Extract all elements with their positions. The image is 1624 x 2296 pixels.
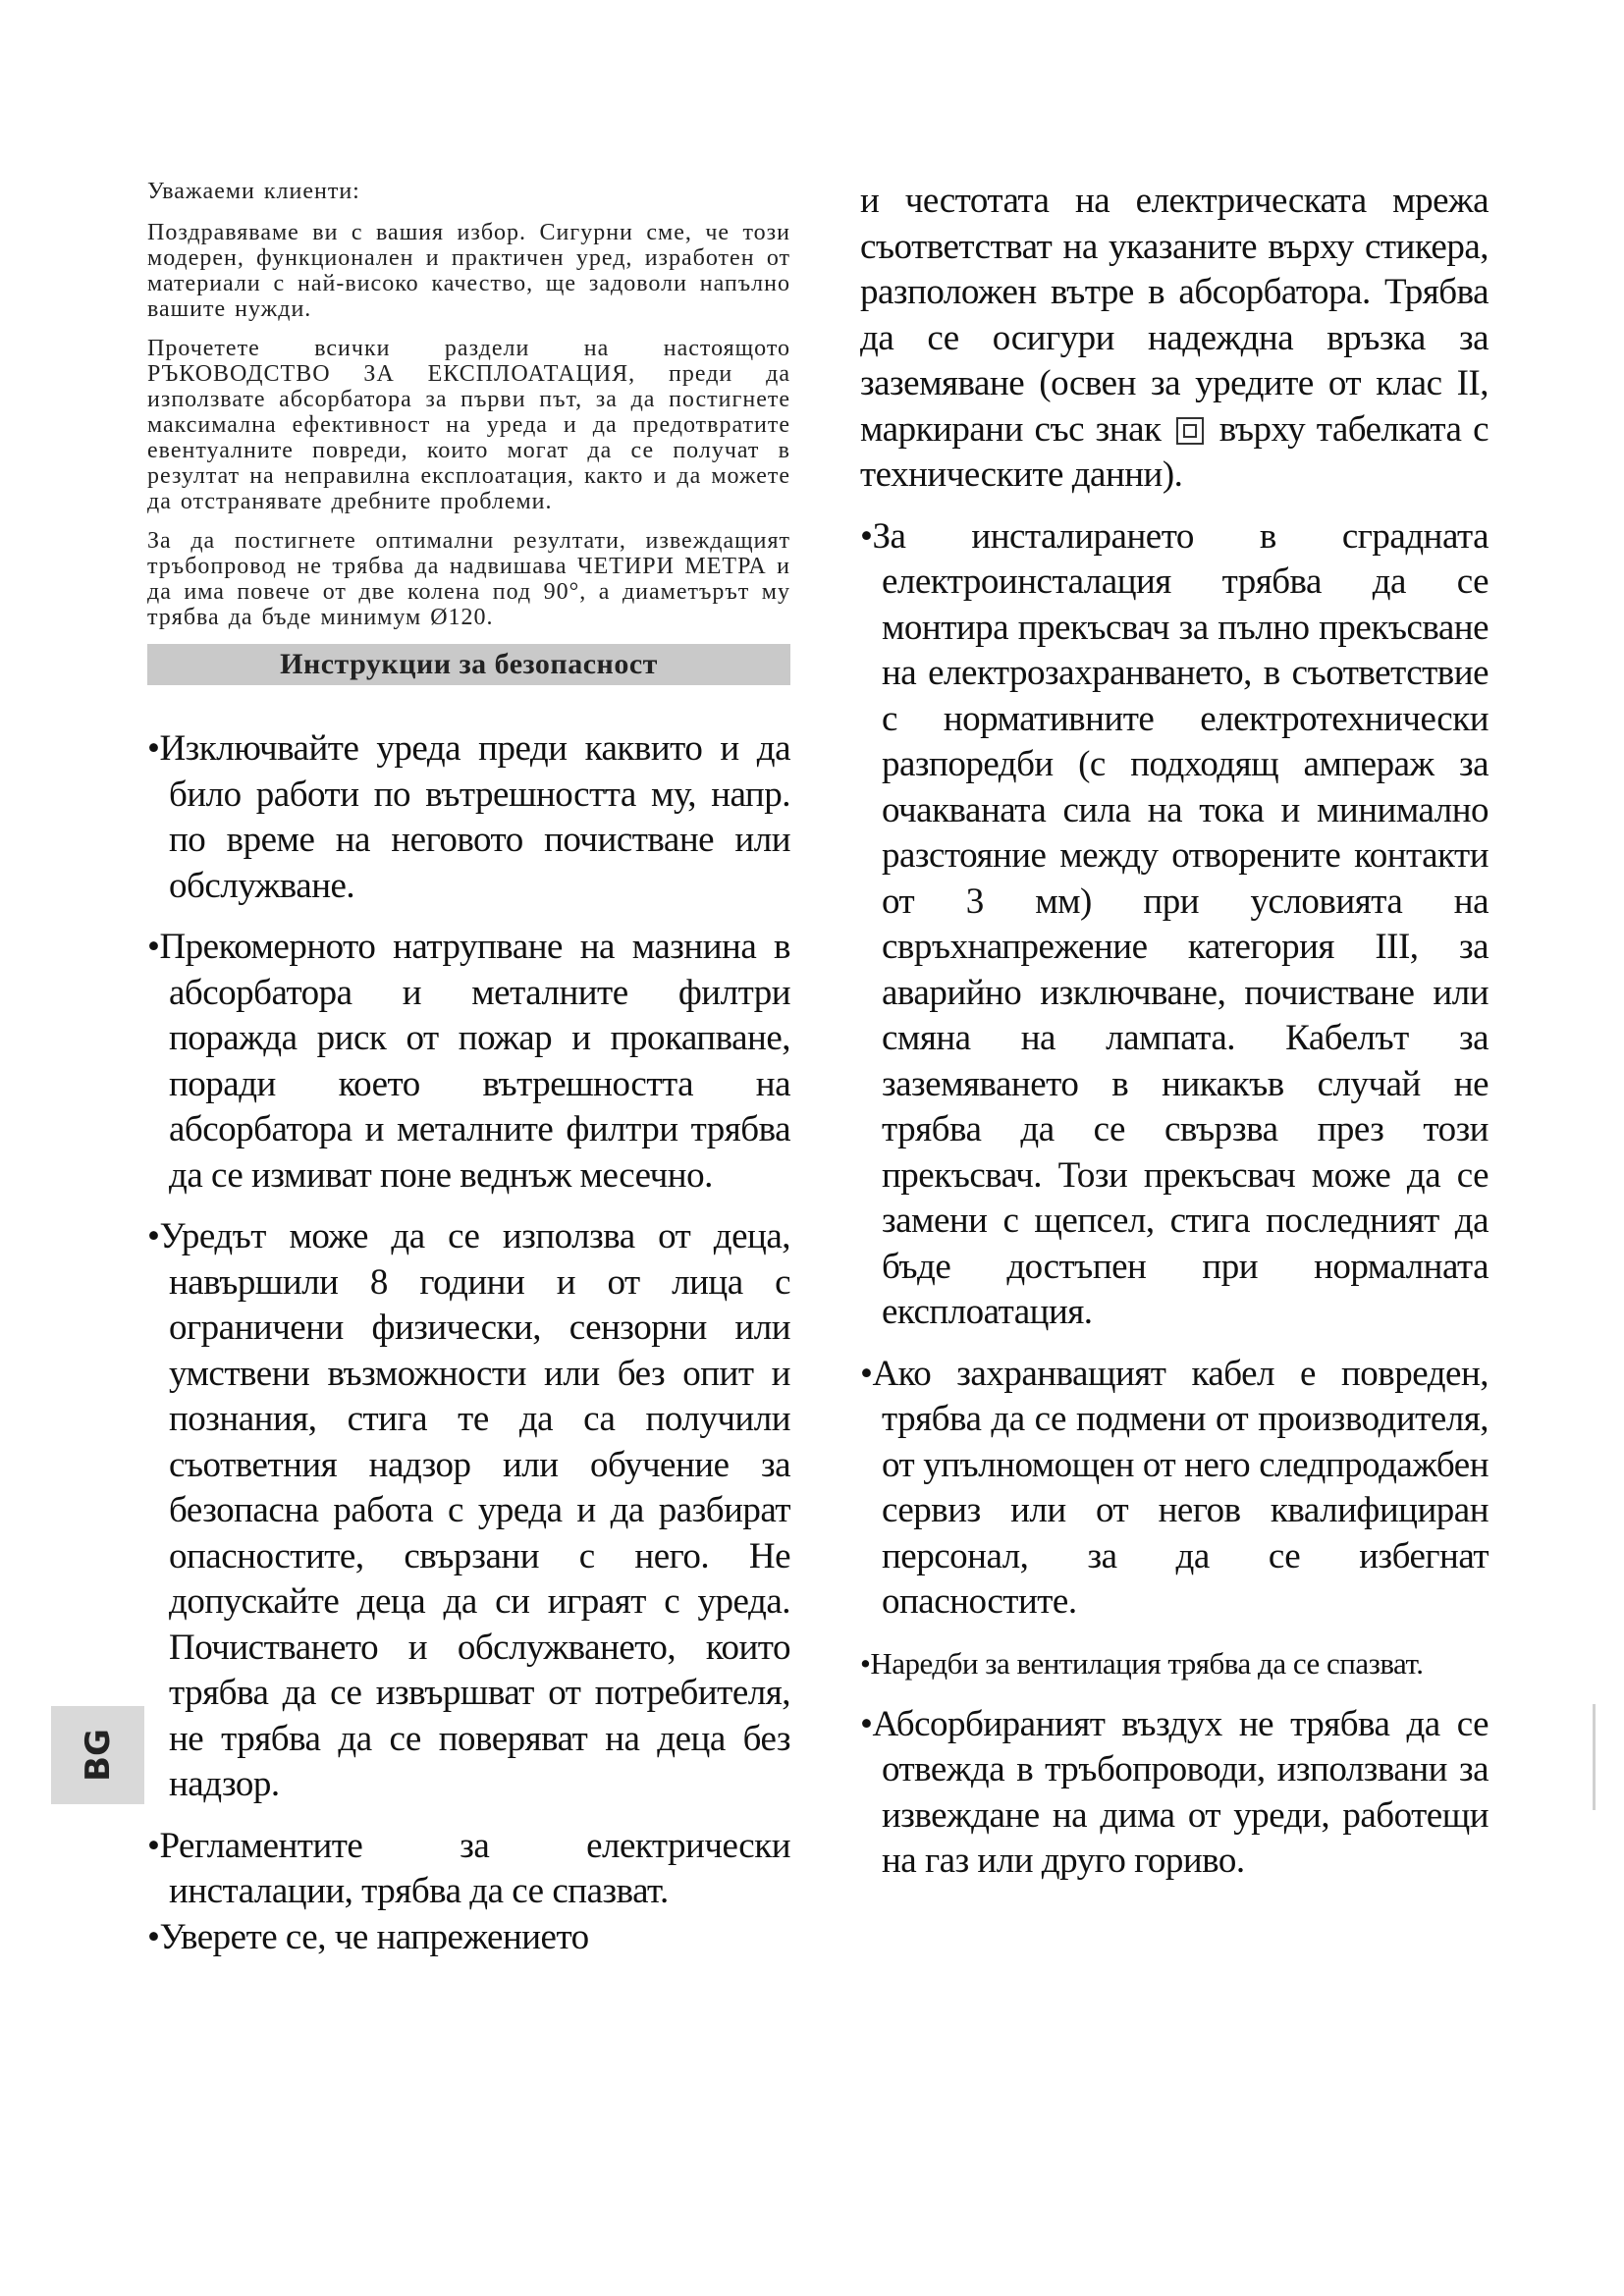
intro-paragraph: Поздравяваме ви с вашия избор. Сигурни сме, че този модерен, функционален и практичен уред, изработен от материали с най-високо качество, ще задоволи напълно вашите нужди. [147,220,790,322]
left-column [147,179,790,1960]
safety-bullet: •Регламентите за електрически инсталации, трябва да се спазват. [147,1825,790,1911]
safety-bullet: •Наредби за вентилация трябва да се спазват. [860,1645,1424,1681]
safety-bullet: •Ако захранващият кабел е повреден, трябва да се подмени от производителя, от упълномощен от него следпродажбен сервиз или от негов квалифициран персонал, за да се избегнат опасностите. [860,1353,1489,1622]
safety-bullet: •Уверете се, че напрежението [147,1916,589,1957]
safety-bullet: •За инсталирането в сградната електроинсталация трябва да се монтира прекъсвач за пълно прекъсване на електрозахранването, в съответствие с нормативните електротехнически разпоредби (с подходящ ампераж за очакваната сила на тока и минимално разстояние между отворените контакти от 3 мм) при условията на свръхнапрежение категория III, за аварийно изключване, почистване или смяна на лампата. Кабелът за заземяването в никакъв случай не трябва да се свързва през този прекъсвач. Този прекъсвач може да се замени с щепсел, стига последният да бъде достъпен при нормалната експлоатация. [860,515,1489,1332]
salutation: Уважаеми клиенти: [147,179,360,204]
intro-paragraph: За да постигнете оптимални резултати, извеждащият тръбопровод не трябва да надвишава ЧЕТИРИ МЕТРА и да има повече от две колена под 90°, а диаметърът му трябва да бъде минимум Ø120. [147,528,790,630]
safety-instructions-heading [147,644,790,685]
language-code: BG [78,1729,118,1782]
right-column [860,179,1489,1900]
safety-heading-text: Инструкции за безопасност [280,648,658,680]
intro-section [147,179,790,630]
continued-text-part2: върху табелката с техническите данни). [860,408,1489,495]
double-square-icon [1176,417,1204,445]
continued-text-part1: и честотата на електрическата мрежа съответстват на указаните върху стикера, разположен вътре в абсорбатора. Трябва да се осигури надеждна връзка за заземяване (освен за уредите от клас II, маркирани със знак [860,181,1489,450]
intro-paragraph: Прочетете всички раздели на настоящото РЪКОВОДСТВО ЗА ЕКСПЛОАТАЦИЯ, преди да използвате абсорбатора за първи път, за да постигнете максимална ефективност на уреда и да предотвратите евентуалните повреди, които могат да се получат в резултат на неправилна експлоатация, както и да можете да отстранявате дребните проблеми. [147,336,790,514]
safety-bullet: •Изключвайте уреда преди каквито и да било работи по вътрешността му, напр. по време на неговото почистване или обслужване. [147,728,790,906]
continued-paragraph [860,179,1489,499]
safety-bullet: •Прекомерното натрупване на мазнина в абсорбатора и металните филтри поражда риск от пожар и прокапване, поради което вътрешността на абсорбатора и металните филтри трябва да се измиват поне веднъж месечно. [147,927,790,1196]
safety-bullet: •Абсорбираният въздух не трябва да се отвежда в тръбопроводи, използвани за извеждане на дима от уреди, работещи на газ или друго гориво. [860,1703,1489,1881]
language-tab [51,1706,144,1804]
page-edge-marker [1593,1704,1596,1810]
safety-bullet: •Уредът може да се използва от деца, навършили 8 години и от лица с ограничени физически, сензорни или умствени възможности или без опит и познания, стига те да са получили съответния надзор или обучение за безопасна работа с уреда и да разбират опасностите, свързани с него. Не допускайте деца да си играят с уреда. Почистването и обслужването, които трябва да се извършват от потребителя, не трябва да се поверяват на деца без надзор. [147,1216,790,1804]
